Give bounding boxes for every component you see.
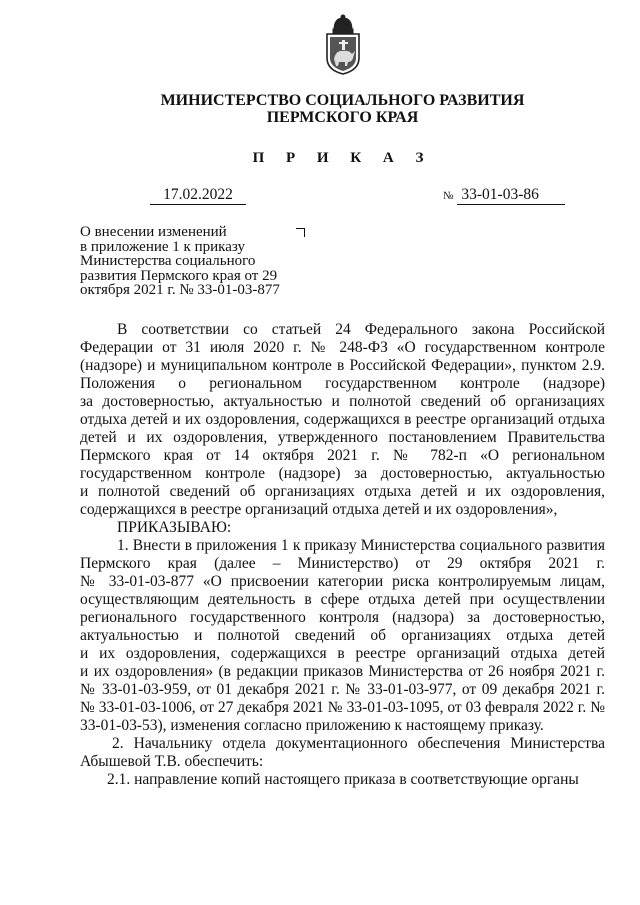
order-number-block [443,186,565,205]
number-sign: № [443,190,454,202]
body-line: В соответствии со статьей 24 Федерального закона Российской [117,321,605,338]
document-title: П Р И К А З [252,150,433,166]
body-line: Положения о региональном государственном контроле (надзоре) [80,375,605,392]
body-line: и их оздоровления» (в редакции приказов Министерства от 26 ноября 2021 г. [80,663,605,680]
order-directive: ПРИКАЗЫВАЮ: [117,519,232,536]
body-line: Пермского края от 14 октября 2021 г. № 782-п «О региональном [80,447,605,464]
body-line: содержащихся в реестре организаций отдыха детей и их оздоровления», [80,501,558,518]
body-line: осуществляющим деятельность в сфере отдыха детей при осуществлении [80,591,605,608]
body-line: Абышевой Т.В. обеспечить: [80,753,264,770]
ministry-name-line-2: ПЕРМСКОГО КРАЯ [266,109,419,126]
body-line: за достоверностью, актуальностью и полнотой сведений об организациях [80,393,605,410]
body-line: (надзоре) и муниципальном контроле в Российской Федерации», пунктом 2.9. [80,357,605,374]
subject-line: октября 2021 г. № 33-01-03-877 [80,282,280,298]
body-line: Федерации от 31 июля 2020 г. № 248-ФЗ «О государственном контроле [80,339,605,356]
subject-line: развития Пермского края от 29 [80,267,278,284]
order-body [80,321,605,789]
body-line: и их оздоровления, содержащихся в реестре организаций отдыха детей [80,645,605,662]
body-line: № 33-01-03-1006, от 27 декабря 2021 № 33-01-03-1095, от 03 февраля 2022 г. № [80,699,605,716]
subject-line: О внесении изменений [80,224,227,240]
order-number: 33-01-03-86 [457,186,565,205]
body-line: № 33-01-03-959, от 01 декабря 2021 г. № 33-01-03-977, от 09 декабря 2021 г. [80,681,605,698]
perm-krai-coat-of-arms-icon [322,14,364,76]
body-line: 2.1. направление копий настоящего приказа в соответствующие органы [107,771,579,788]
order-subject [80,225,320,298]
body-line: № 33-01-03-877 «О присвоении категории риска контролируемым лицам, [80,573,605,590]
body-line: актуальностью и полнотой сведений об организациях отдыха детей [80,627,605,644]
body-line: Пермского края (далее – Министерство) от 29 октября 2021 г. [80,555,605,572]
body-line: детей и их оздоровления, утвержденного постановлением Правительства [80,429,605,446]
body-line: регионального государственного контроля (надзора) за достоверностью, [80,609,605,626]
subject-line: Министерства социального [80,253,256,269]
body-line: 1. Внести в приложения 1 к приказу Министерства социального развития [117,537,605,554]
order-date: 17.02.2022 [150,186,246,205]
body-line: отдыха детей и их оздоровления, содержащихся в реестре организаций отдыха [80,411,605,428]
subject-line: в приложение 1 к приказу [80,238,245,255]
ministry-name-line-1: МИНИСТЕРСТВО СОЦИАЛЬНОГО РАЗВИТИЯ [160,92,525,109]
body-line: 33-01-03-53), изменения согласно приложению к настоящему приказу. [80,717,544,734]
body-line: государственном контроле (надзоре) за достоверностью, актуальностью [80,465,605,482]
body-line: 2. Начальнику отдела документационного обеспечения Министерства [112,735,605,752]
body-line: и полнотой сведений об организациях отдыха детей и их оздоровления, [80,483,605,500]
